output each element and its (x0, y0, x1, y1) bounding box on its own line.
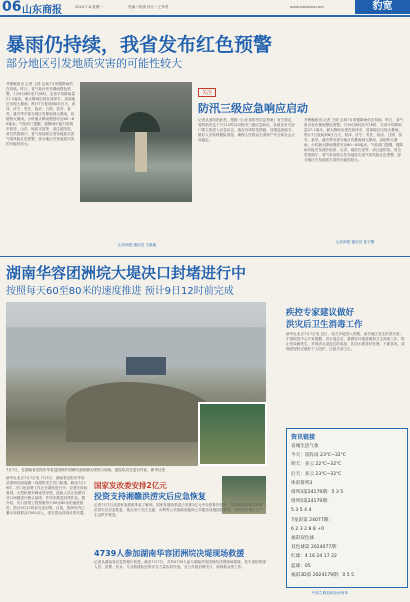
website: www.sdsanxw.com (290, 5, 324, 9)
info-line: 排列3第24179期：5 3 5 (291, 490, 344, 496)
info-line: 今天：雷阵雨 23℃~32℃ (291, 453, 346, 459)
column-name: 豹宽 (372, 1, 393, 12)
right-byline: 山东商报·通讯员 夏子馨 (336, 240, 375, 244)
feature-subheadline: 按照每天60至80米的速度推进 预计9日12时前完成 (6, 286, 234, 297)
ndrc-headline: 投资支持湘赣洪涝灾后应急恢复 (94, 492, 206, 501)
footer-note: 中彩之路彩和余米州单 (312, 591, 348, 595)
info-line: 蓝球：05 (291, 563, 311, 569)
feature-body: 新华社北京7月7日电 7月5日，湖南省岳阳市华容县团洲垸洞庭湖一线堤防发生决口险情。截至7日19时，决口处封堵工作正在紧张进行中。记者在现场看到，大型机械车辆来回穿梭，抢险人员正加紧对决口两端进行裹头加固，并同步推进封堵作业。据介绍，决口封堵工程按照每天60至80米的速度推进，预计9日12时前完成封堵。目前，团洲垸内已累计转移群众7000余人，受灾群众得到妥善安置。 (6, 476, 88, 515)
info-line: 福彩3D第 2024179期：0 5 5 (291, 572, 355, 578)
worker-inset-photo (198, 402, 267, 466)
rubble-shape (66, 382, 216, 442)
info-title-text: 资讯链接 (291, 434, 316, 441)
info-line: 体彩排列3 (291, 480, 313, 486)
info-lines (291, 442, 403, 580)
page-header (0, 0, 410, 17)
rescue-headline: 4739人参加湖南华容团洲垸决堤现场救援 (94, 549, 245, 558)
lead-subheadline: 部分地区引发地质灾害的可能性较大 (6, 57, 182, 70)
info-line: 红球：4 16 24 17 22 (291, 554, 337, 560)
info-line: 省城生活气象 (291, 444, 319, 449)
info-line: 明天：多云 22℃~32℃ (291, 462, 342, 468)
section-name: 山东商报 (22, 5, 62, 16)
lead-body-lower (80, 205, 192, 247)
health-headline-1: 疾控专家建议做好 (286, 308, 355, 318)
ndrc-kicker: 国家发改委安排2亿元 (94, 481, 167, 490)
lead-headline: 暴雨仍持续，我省发布红色预警 (6, 34, 273, 56)
umbrella-shape (120, 112, 160, 132)
feature-headline: 湖南华容团洲垸大堤决口封堵进行中 (6, 264, 247, 282)
truck-shape (126, 357, 166, 375)
health-body: 新华社北京7月7日电 近日，南方多地进入汛期，部分地区发生洪涝灾害。中国疾控中心专家提醒，洪水退去后，要做好环境清理和卫生消毒工作，防止传染病发生。对被洪水浸泡过的食品、饮用水要及时处理，不要食用。清理淤泥时应做好个人防护，注意手部卫生。 (286, 332, 405, 351)
info-line: 双色球第 2024077期： (291, 545, 341, 551)
page-number: 06 (2, 0, 22, 15)
health-headline-2: 洪灾后卫生消毒工作 (286, 320, 363, 330)
box-body: 记者从省防指获悉，根据《山东省防汛应急预案》有关规定，省防指决定于7日12时启动防汛三级应急响应。各地各有关部门要立即进入应急状态，落实各项防范措施，加强巡查值守，做好人员转移避险准备，确保人民群众生命财产安全和社会大局稳定。 (198, 118, 296, 142)
levee-photo (6, 302, 266, 466)
info-box-title (291, 432, 315, 441)
info-line: 排列5第24179期： (291, 499, 332, 505)
info-line: 后天：多云 23℃~32℃ (291, 471, 342, 477)
box-headline: 防汛三级应急响应启动 (198, 102, 308, 115)
info-line: 7星彩第 24077期： (291, 517, 333, 523)
response-box (196, 82, 406, 250)
rain-photo (80, 82, 192, 202)
info-line: 6 2 3 2 8 8 +0 (291, 526, 325, 532)
editor-line: 责编 / 知旗 设计 / 王李君 (128, 5, 169, 9)
box-tag (198, 88, 216, 97)
lead-body: 齐鲁晚报讯 记者 王倩 这场7月的强降雨仍在持续。昨日，省气象台发布暴雨橙色预警。7月6日8时至7日8时，全省平均降雨量27.1毫米，最大降雨出现在菏泽市，局部地区出现大暴雨。预计7日夜间到8日白天，菏泽、济宁、枣庄、临沂、日照、泰安、莱芜、潍坊等市部分地区有暴雨到大暴雨，局地特大暴雨，小时最大降雨强度可达60～80毫米。气象部门提醒，强降雨可能引发城乡积涝、山洪、地质灾害等，请注意防范。省自然资源厅、省气象局联合发布地质灾害气象风险红色预警，部分地区引发地质灾害的可能性较大。 (6, 82, 76, 146)
info-line: 福彩双色球 (291, 536, 314, 542)
box-body-right: 齐鲁晚报讯 记者 王倩 这场7月的强降雨仍在持续。昨日，省气象台发布暴雨橙色预警。7月6日8时至7日8时，全省平均降雨量27.1毫米，最大降雨出现在菏泽市，局部地区出现大暴雨。预计7日夜间到8日白天，菏泽、济宁、枣庄、临沂、日照、泰安、莱芜、潍坊等市部分地区有暴雨到大暴雨，局地特大暴雨，小时最大降雨强度可达60～80毫米。气象部门提醒，强降雨可能引发城乡积涝、山洪、地质灾害等，请注意防范。省自然资源厅、省气象局联合发布地质灾害气象风险红色预警，部分地区引发地质灾害的可能性较大。 (304, 118, 404, 162)
column-tag (355, 0, 410, 14)
ndrc-body: 记者7月7日从国家发展改革委了解到，国家发展改革委已安排2亿元中央预算内投资，支持湖南省和江西省洪涝灾后应急恢复，重点用于灾区交通、水利等公共基础设施和公共服务设施损毁修复，加快受灾地区生产生活秩序恢复。 (94, 503, 263, 517)
info-box (286, 428, 408, 588)
box-tag-text: 关注 (202, 90, 213, 96)
rescue-body: 记者从湖南省应急管理厅获悉，截至7月7日，共有4739人参与湖南华容团洲垸决堤现场救援，其中消防救援人员、武警、民兵、专业救援队伍等多支力量协同作战，全力开展封堵决口、转移群众等工作。 (94, 560, 266, 569)
lead-byline: 山东商报·通讯员 王晓迪 (118, 243, 157, 247)
person-shape (135, 132, 147, 172)
section-divider (0, 256, 410, 257)
photo-caption: 7月7日，在湖南省岳阳市华容县团洲乡团洲垸洞庭湖大堤决口现场，抢险队员在进行作业。新华社发 (6, 468, 166, 472)
info-line: 5 3 5 4 4 (291, 508, 312, 514)
issue-date: 2024.7.8 星期一 (75, 5, 103, 9)
